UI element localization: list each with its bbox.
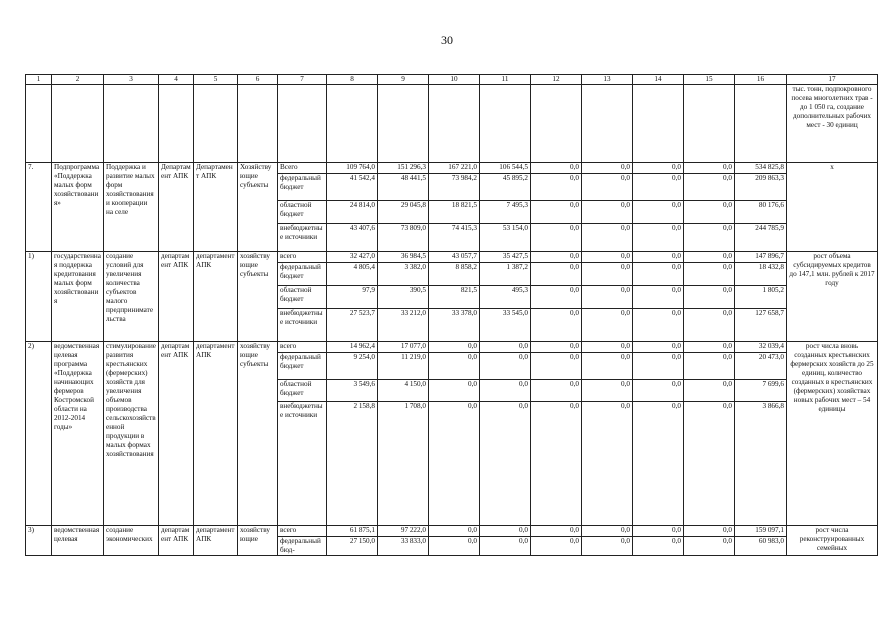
amount-cell: 0,0	[582, 174, 633, 201]
amount-cell: 0,0	[531, 163, 582, 174]
amount-cell: 0,0	[633, 309, 684, 342]
expected-result: рост числа реконструированных семейных	[787, 526, 878, 556]
column-number: 17	[787, 75, 878, 85]
column-number: 3	[104, 75, 159, 85]
column-number: 14	[633, 75, 684, 85]
amount-cell: 0,0	[582, 309, 633, 342]
amount-cell: 0,0	[531, 309, 582, 342]
amount-cell: 0,0	[531, 526, 582, 537]
amount-cell: 3 382,0	[378, 263, 429, 286]
column-number: 16	[735, 75, 787, 85]
amount-cell: 0,0	[684, 174, 735, 201]
amount-cell: 0,0	[582, 353, 633, 380]
co-executor: департамент АПК	[194, 252, 238, 342]
budget-table	[25, 74, 878, 556]
responsible-executor: Департамент АПК	[159, 163, 194, 252]
amount-cell: 106 544,5	[480, 163, 531, 174]
amount-cell: 0,0	[684, 286, 735, 309]
amount-cell: 7 699,6	[735, 380, 787, 402]
column-number: 6	[238, 75, 278, 85]
amount-cell: 0,0	[633, 286, 684, 309]
amount-cell: 0,0	[633, 537, 684, 556]
program-row	[26, 252, 878, 263]
funding-source: внебюджетные источники	[278, 402, 327, 526]
responsible-executor: департамент АПК	[159, 342, 194, 526]
amount-cell: 32 427,0	[327, 252, 378, 263]
amount-cell: 80 176,6	[735, 201, 787, 224]
program-row	[26, 163, 878, 174]
program-number: 7.	[26, 163, 52, 252]
amount-cell: 1 387,2	[480, 263, 531, 286]
program-name: Подпрограмма «Поддержка малых форм хозяйствования»	[52, 163, 104, 252]
amount-cell: 0,0	[582, 342, 633, 353]
amount-cell: 0,0	[531, 402, 582, 526]
amount-cell: 18 432,8	[735, 263, 787, 286]
program-name: ведомственная целевая	[52, 526, 104, 556]
funding-source: федеральный бюджет	[278, 263, 327, 286]
amount-cell: 0,0	[531, 174, 582, 201]
amount-cell: 17 077,0	[378, 342, 429, 353]
amount-cell: 0,0	[429, 353, 480, 380]
expected-result: рост объема субсидируемых кредитов до 147,1 млн. рублей к 2017 году	[787, 252, 878, 342]
column-number: 11	[480, 75, 531, 85]
amount-cell: 0,0	[582, 252, 633, 263]
amount-cell: 4 805,4	[327, 263, 378, 286]
amount-cell: 1 805,2	[735, 286, 787, 309]
funding-source: всего	[278, 252, 327, 263]
amount-cell: 61 875,1	[327, 526, 378, 537]
amount-cell: 0,0	[480, 342, 531, 353]
program-goal: стимулирование развития крестьянских (фермерских) хозяйств для увеличения объемов производства сельскохозяйственной продукции в малых формах хозяйствования	[104, 342, 159, 526]
amount-cell: 0,0	[684, 163, 735, 174]
amount-cell: 33 212,0	[378, 309, 429, 342]
amount-cell: 32 039,4	[735, 342, 787, 353]
amount-cell: 0,0	[582, 163, 633, 174]
amount-cell: 27 523,7	[327, 309, 378, 342]
amount-cell: 33 378,0	[429, 309, 480, 342]
amount-cell: 97 222,0	[378, 526, 429, 537]
amount-cell: 97,9	[327, 286, 378, 309]
amount-cell: 33 833,0	[378, 537, 429, 556]
amount-cell: 495,3	[480, 286, 531, 309]
amount-cell: 48 441,5	[378, 174, 429, 201]
amount-cell: 0,0	[684, 201, 735, 224]
amount-cell: 0,0	[633, 252, 684, 263]
co-executor: департамент АПК	[194, 342, 238, 526]
amount-cell: 0,0	[684, 402, 735, 526]
amount-cell: 151 296,3	[378, 163, 429, 174]
page-number: 30	[441, 33, 453, 47]
amount-cell: 36 984,5	[378, 252, 429, 263]
amount-cell: 0,0	[582, 263, 633, 286]
amount-cell: 0,0	[531, 537, 582, 556]
amount-cell: 0,0	[684, 263, 735, 286]
amount-cell: 41 542,4	[327, 174, 378, 201]
co-executor: Департамент АПК	[194, 163, 238, 252]
funding-source: областной бюджет	[278, 201, 327, 224]
column-number: 12	[531, 75, 582, 85]
participants: хозяйствующие субъекты	[238, 342, 278, 526]
amount-cell: 0,0	[684, 526, 735, 537]
amount-cell: 0,0	[480, 537, 531, 556]
amount-cell: 0,0	[684, 224, 735, 252]
amount-cell: 60 983,0	[735, 537, 787, 556]
responsible-executor: департамент АПК	[159, 526, 194, 556]
funding-source: внебюджетные источники	[278, 224, 327, 252]
program-row	[26, 526, 878, 537]
column-number: 1	[26, 75, 52, 85]
amount-cell: 43 407,6	[327, 224, 378, 252]
amount-cell: 147 896,7	[735, 252, 787, 263]
amount-cell: 0,0	[531, 342, 582, 353]
amount-cell: 74 415,3	[429, 224, 480, 252]
amount-cell: 0,0	[480, 380, 531, 402]
column-number: 9	[378, 75, 429, 85]
amount-cell: 0,0	[633, 353, 684, 380]
column-number: 4	[159, 75, 194, 85]
amount-cell: 8 858,2	[429, 263, 480, 286]
column-number: 13	[582, 75, 633, 85]
column-number: 10	[429, 75, 480, 85]
amount-cell: 11 219,0	[378, 353, 429, 380]
amount-cell: 1 708,0	[378, 402, 429, 526]
funding-source: всего	[278, 526, 327, 537]
amount-cell: 0,0	[633, 342, 684, 353]
amount-cell: 0,0	[429, 526, 480, 537]
amount-cell: 159 097,1	[735, 526, 787, 537]
amount-cell: 0,0	[633, 263, 684, 286]
amount-cell: 45 895,2	[480, 174, 531, 201]
participants: Хозяйствующие субъекты	[238, 163, 278, 252]
amount-cell: 0,0	[582, 526, 633, 537]
amount-cell: 0,0	[429, 380, 480, 402]
amount-cell: 0,0	[582, 537, 633, 556]
amount-cell: 0,0	[633, 163, 684, 174]
program-goal: Поддержка и развитие малых форм хозяйствования и кооперации на селе	[104, 163, 159, 252]
amount-cell: 0,0	[429, 537, 480, 556]
funding-source: всего	[278, 342, 327, 353]
amount-cell: 0,0	[531, 353, 582, 380]
amount-cell: 20 473,0	[735, 353, 787, 380]
amount-cell: 0,0	[633, 224, 684, 252]
amount-cell: 0,0	[684, 380, 735, 402]
funding-source: областной бюджет	[278, 286, 327, 309]
amount-cell: 33 545,0	[480, 309, 531, 342]
program-name: государственная поддержка кредитования малых форм хозяйствования	[52, 252, 104, 342]
participants: хозяйствующие субъекты	[238, 252, 278, 342]
amount-cell: 2 158,8	[327, 402, 378, 526]
amount-cell: 0,0	[531, 201, 582, 224]
amount-cell: 0,0	[531, 380, 582, 402]
amount-cell: 0,0	[582, 201, 633, 224]
amount-cell: 3 549,6	[327, 380, 378, 402]
amount-cell: 0,0	[531, 263, 582, 286]
amount-cell: 0,0	[531, 252, 582, 263]
amount-cell: 53 154,0	[480, 224, 531, 252]
result-cell: тыс. тонн, подпокровного посева многолетних трав - до 1 050 га, создание дополнительных рабочих мест - 30 единиц	[787, 85, 878, 163]
column-number: 2	[52, 75, 104, 85]
amount-cell: 0,0	[633, 174, 684, 201]
amount-cell: 109 764,0	[327, 163, 378, 174]
responsible-executor: департамент АПК	[159, 252, 194, 342]
amount-cell: 0,0	[531, 286, 582, 309]
funding-source: Всего	[278, 163, 327, 174]
expected-result: рост числа вновь созданных крестьянских фермерских хозяйств до 25 единиц, количество созданных в крестьянских (фермерских) хозяйствах новых рабочих мест – 54 единицы	[787, 342, 878, 526]
amount-cell: 0,0	[633, 380, 684, 402]
amount-cell: 0,0	[633, 526, 684, 537]
program-number: 1)	[26, 252, 52, 342]
amount-cell: 29 045,8	[378, 201, 429, 224]
amount-cell: 3 866,8	[735, 402, 787, 526]
expected-result: х	[787, 163, 878, 252]
amount-cell: 390,5	[378, 286, 429, 309]
funding-source: областной бюджет	[278, 380, 327, 402]
amount-cell: 0,0	[480, 402, 531, 526]
amount-cell: 0,0	[684, 342, 735, 353]
amount-cell: 0,0	[480, 353, 531, 380]
column-number: 8	[327, 75, 378, 85]
participants: хозяйствующие	[238, 526, 278, 556]
co-executor: департамент АПК	[194, 526, 238, 556]
amount-cell: 9 254,0	[327, 353, 378, 380]
column-number: 15	[684, 75, 735, 85]
program-goal: создание условий для увеличения количества субъектов малого предпринимательства	[104, 252, 159, 342]
amount-cell: 27 150,0	[327, 537, 378, 556]
program-number: 3)	[26, 526, 52, 556]
amount-cell: 127 658,7	[735, 309, 787, 342]
program-row	[26, 342, 878, 353]
amount-cell: 0,0	[582, 380, 633, 402]
amount-cell: 0,0	[480, 526, 531, 537]
column-number: 7	[278, 75, 327, 85]
funding-source: внебюджетные источники	[278, 309, 327, 342]
amount-cell: 167 221,0	[429, 163, 480, 174]
amount-cell: 43 057,7	[429, 252, 480, 263]
program-number: 2)	[26, 342, 52, 526]
amount-cell: 0,0	[582, 224, 633, 252]
column-number: 5	[194, 75, 238, 85]
continuation-row	[26, 85, 878, 163]
amount-cell: 4 150,0	[378, 380, 429, 402]
amount-cell: 0,0	[684, 353, 735, 380]
amount-cell: 7 495,3	[480, 201, 531, 224]
amount-cell: 0,0	[429, 402, 480, 526]
amount-cell: 14 962,4	[327, 342, 378, 353]
amount-cell: 0,0	[684, 537, 735, 556]
amount-cell: 0,0	[531, 224, 582, 252]
amount-cell: 244 785,9	[735, 224, 787, 252]
amount-cell: 18 821,5	[429, 201, 480, 224]
amount-cell: 534 825,8	[735, 163, 787, 174]
amount-cell: 24 814,0	[327, 201, 378, 224]
column-number-row	[26, 75, 878, 85]
amount-cell: 0,0	[684, 309, 735, 342]
funding-source: федеральный бюджет	[278, 174, 327, 201]
amount-cell: 0,0	[684, 252, 735, 263]
amount-cell: 0,0	[633, 201, 684, 224]
amount-cell: 35 427,5	[480, 252, 531, 263]
program-goal: создание экономических	[104, 526, 159, 556]
amount-cell: 0,0	[429, 342, 480, 353]
amount-cell: 821,5	[429, 286, 480, 309]
program-name: ведомственная целевая программа «Поддержка начинающих фермеров Костромской области на 2012-2014 годы»	[52, 342, 104, 526]
funding-source: федеральный бюджет	[278, 353, 327, 380]
funding-source: федеральный бюд-	[278, 537, 327, 556]
amount-cell: 0,0	[582, 286, 633, 309]
amount-cell: 73 809,0	[378, 224, 429, 252]
amount-cell: 0,0	[633, 402, 684, 526]
amount-cell: 209 863,3	[735, 174, 787, 201]
amount-cell: 73 984,2	[429, 174, 480, 201]
amount-cell: 0,0	[582, 402, 633, 526]
